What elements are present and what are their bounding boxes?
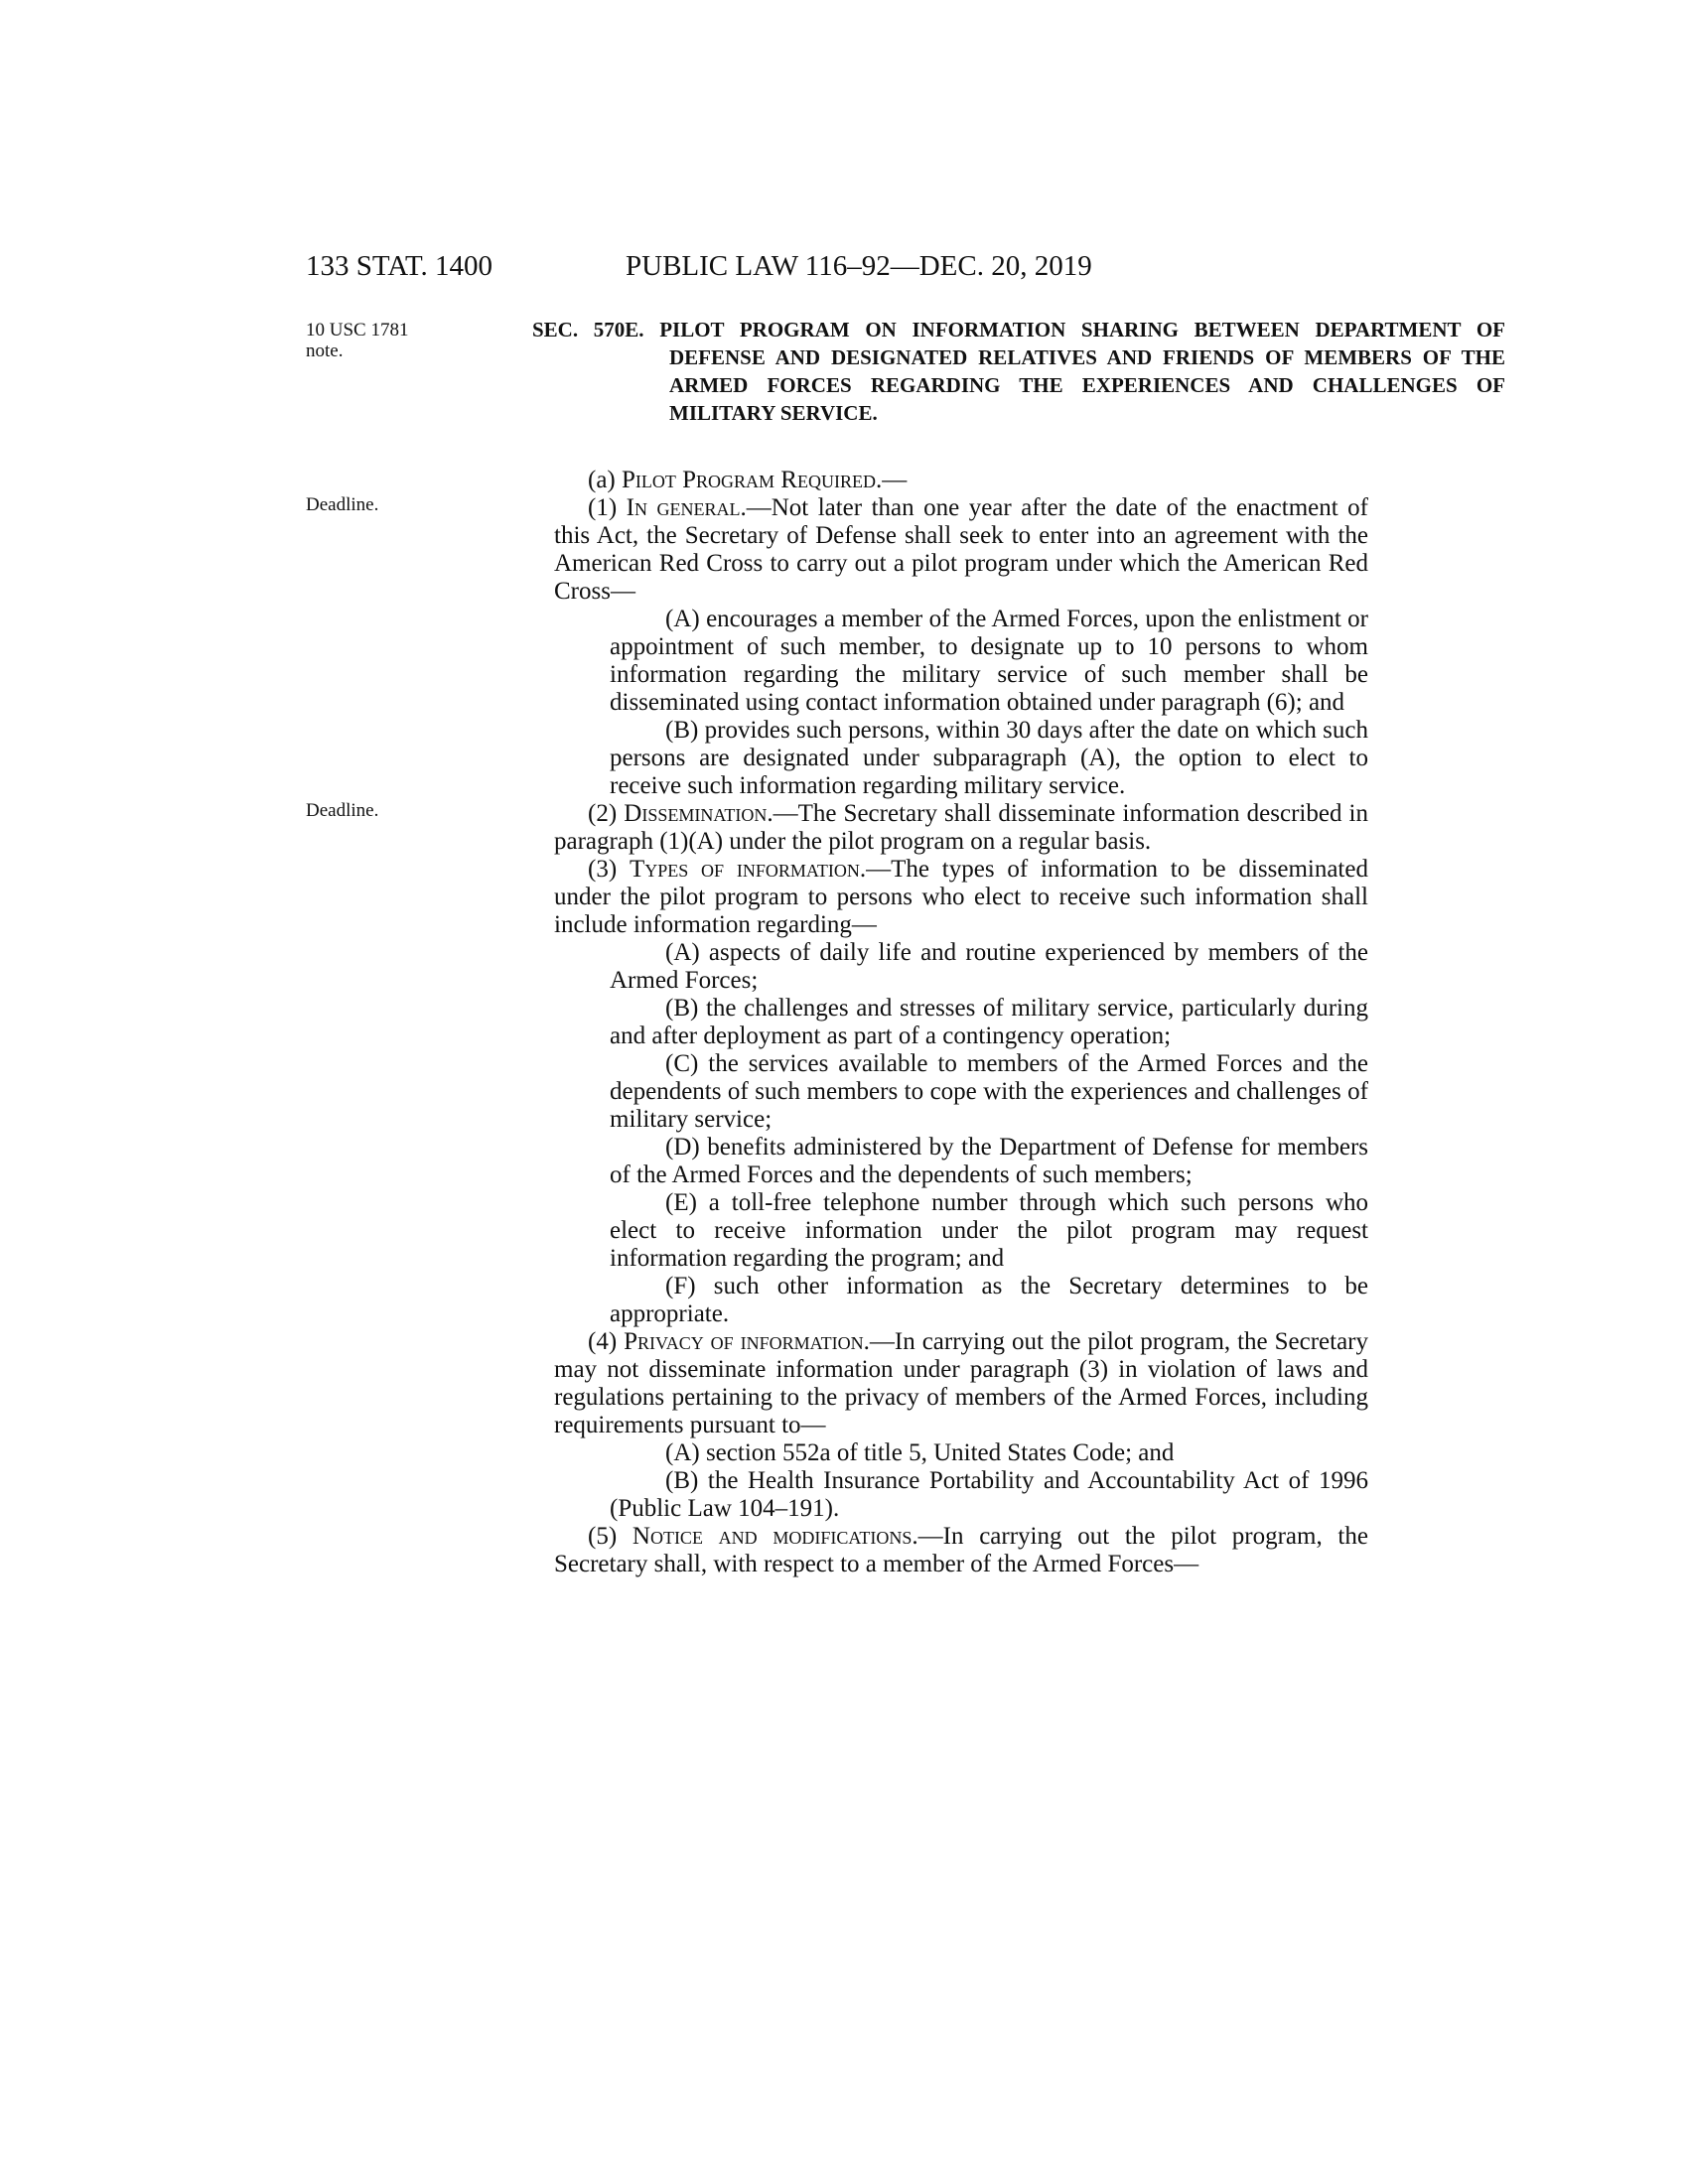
paragraph-3-title: Types of information. [629,856,867,883]
paragraph-2-label: (2) [588,800,625,827]
paragraph-5 [554,1523,1368,1578]
paragraph-2-title: Dissemination. [624,800,774,827]
usc-margin-note [306,320,408,361]
paragraph-1-A: (A) encourages a member of the Armed Forces, upon the enlistment or appointment of such member, to designate up to 10 persons to whom information regarding the military service of such member shall be disseminated using contact information obtained under paragraph (6); and [610,606,1368,716]
paragraph-3-A: (A) aspects of daily life and routine experienced by members of the Armed Forces; [610,939,1368,994]
deadline-margin-note-2: Deadline. [306,800,379,821]
paragraph-4-A: (A) section 552a of title 5, United States Code; and [665,1439,1175,1466]
paragraph-2-text: —The Secretary shall disseminate information described in paragraph (1)(A) under the pilot program on a regular basis. [554,800,1368,855]
paragraph-3-D: (D) benefits administered by the Department of Defense for members of the Armed Forces and the dependents of such members; [610,1134,1368,1188]
paragraph-3-E: (E) a toll-free telephone number through which such persons who elect to receive information under the pilot program may request information regarding the program; and [610,1189,1368,1272]
paragraph-3-text: —The types of information to be disseminated under the pilot program to persons who elect to receive such information shall include information regarding— [554,856,1368,938]
paragraph-3-C: (C) the services available to members of the Armed Forces and the dependents of such members to cope with the experiences and challenges of military service; [610,1050,1368,1133]
paragraph-1-text: —Not later than one year after the date of the enactment of this Act, the Secretary of Defense shall seek to enter into an agreement with the American Red Cross to carry out a pilot program under which the American Red Cross— [554,494,1369,605]
subsection-a-label: (a) [588,467,622,493]
section-body [554,467,1368,1578]
paragraph-5-label: (5) [588,1523,633,1550]
subsection-a-title: Pilot Program Required.— [622,467,908,493]
paragraph-1 [554,494,1368,606]
usc-note: note. [306,341,344,361]
paragraph-1-label: (1) [588,494,627,521]
paragraph-4 [554,1328,1368,1439]
paragraph-2 [554,800,1368,856]
subsection-a [554,467,1368,494]
paragraph-4-title: Privacy of information. [624,1328,870,1355]
paragraph-3-label: (3) [588,856,630,883]
paragraph-4-label: (4) [588,1328,625,1355]
section-heading: SEC. 570E. PILOT PROGRAM ON INFORMATION SHARING BETWEEN DEPARTMENT OF DEFENSE AND DESIGNATED RELATIVES AND FRIENDS OF MEMBERS OF THE ARMED FORCES REGARDING THE EXPERIENCES AND CHALLENGES OF MILITARY SERVICE. [532,318,1505,425]
paragraph-3 [554,856,1368,939]
stat-page-number: 133 STAT. 1400 [306,250,493,282]
paragraph-5-title: Notice and modifications. [632,1523,918,1550]
public-law-citation: PUBLIC LAW 116–92—DEC. 20, 2019 [626,250,1092,282]
paragraph-1-B: (B) provides such persons, within 30 days after the date on which such persons are designated under subparagraph (A), the option to elect to receive such information regarding military service. [610,717,1368,799]
paragraph-3-F: (F) such other information as the Secretary determines to be appropriate. [610,1273,1368,1327]
paragraph-5-text: —In carrying out the pilot program, the Secretary shall, with respect to a member of the Armed Forces— [554,1523,1368,1577]
paragraph-4-B: (B) the Health Insurance Portability and Accountability Act of 1996 (Public Law 104–191). [610,1467,1368,1522]
deadline-margin-note-1: Deadline. [306,494,379,515]
paragraph-3-B: (B) the challenges and stresses of military service, particularly during and after deployment as part of a contingency operation; [610,995,1368,1049]
paragraph-1-title: In general. [626,494,747,521]
paragraph-4-text: —In carrying out the pilot program, the Secretary may not disseminate information under paragraph (3) in violation of laws and regulations pertaining to the privacy of members of the Armed Forces, including requirements pursuant to— [554,1328,1369,1438]
usc-citation: 10 USC 1781 [306,320,409,341]
